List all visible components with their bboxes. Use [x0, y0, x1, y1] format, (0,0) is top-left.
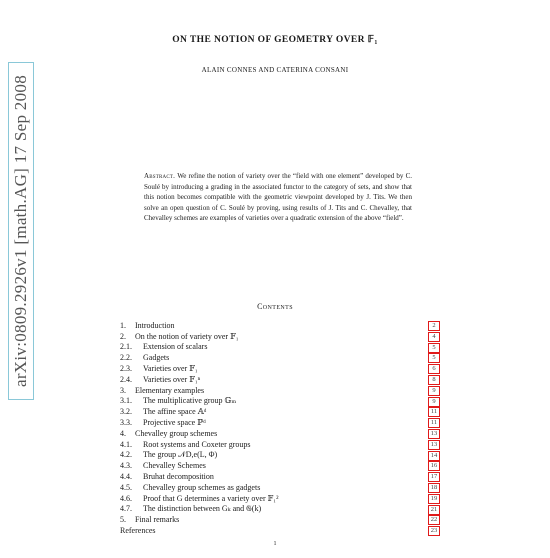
toc-entry-number: 4.1. [120, 439, 132, 449]
toc-entry-number: 4.6. [120, 493, 132, 503]
toc-entry[interactable] [120, 331, 440, 342]
toc-entry[interactable] [120, 493, 440, 504]
toc-entry-number: 4.2. [120, 450, 132, 460]
toc-entry[interactable] [120, 525, 440, 536]
toc-page-link[interactable]: 4 [428, 332, 440, 342]
toc-entry-number: 2.2. [120, 353, 132, 363]
abstract-text: We refine the notion of variety over the “field with one element” developed by C. Soulé by introducing a grading in the associated functor to the category of sets, and show that this notion becomes compatible with the geometric viewpoint developed by J. Tits. We then solve an open question of C. Soulé by proving, using results of J. Tits and C. Chevalley, that Chevalley schemes are examples of varieties over a quadratic extension of the above “field”. [144, 172, 412, 222]
toc-entry-title: Projective space ℙᵈ [143, 418, 206, 428]
toc-entry[interactable] [120, 482, 440, 493]
toc-entry-number: 3. [120, 385, 126, 395]
abstract [144, 171, 412, 224]
toc-page-link[interactable]: 2 [428, 321, 440, 331]
toc-entry-number: 2. [120, 331, 126, 341]
toc-entry-title: The distinction between Gₖ and 𝔊(k) [143, 503, 262, 513]
toc-page-link[interactable]: 8 [428, 375, 440, 385]
contents-heading: Contents [257, 302, 293, 311]
paper-authors: ALAIN CONNES AND CATERINA CONSANI [201, 66, 349, 74]
toc-entry-title: Elementary examples [135, 385, 205, 395]
toc-page-link[interactable]: 11 [428, 418, 440, 428]
toc-entry-number: 4.7. [120, 504, 132, 514]
toc-entry[interactable] [120, 504, 440, 515]
toc-entry-number: 4.4. [120, 472, 132, 482]
toc-page-link[interactable]: 13 [428, 429, 440, 439]
toc-entry[interactable] [120, 396, 440, 407]
toc-entry[interactable] [120, 439, 440, 450]
page-number: 1 [273, 541, 277, 547]
toc-entry[interactable] [120, 460, 440, 471]
toc-entry[interactable] [120, 406, 440, 417]
toc-entry-title: The multiplicative group 𝔾ₘ [143, 396, 237, 406]
toc-entry-number: 3.1. [120, 396, 132, 406]
toc-entry-number: 3.3. [120, 418, 132, 428]
paper-title: ON THE NOTION OF GEOMETRY OVER 𝔽₁ [172, 35, 378, 45]
toc-entry[interactable] [120, 514, 440, 525]
toc-entry-number: 2.1. [120, 342, 132, 352]
toc-entry-title: Chevalley group schemes [135, 428, 218, 438]
toc-page-link[interactable]: 13 [428, 440, 440, 450]
toc-page-link[interactable]: 6 [428, 364, 440, 374]
toc-entry-title: The affine space 𝔸ᵈ [143, 407, 207, 417]
toc-entry-title: The group 𝒩D,e(L, Φ) [143, 449, 218, 459]
toc-entry[interactable] [120, 352, 440, 363]
arxiv-stamp [8, 62, 34, 400]
toc-page-link[interactable]: 21 [428, 505, 440, 515]
toc-page-link[interactable]: 22 [428, 515, 440, 525]
toc-entry[interactable] [120, 471, 440, 482]
toc-entry[interactable] [120, 342, 440, 353]
toc-entry-title: Extension of scalars [143, 342, 208, 352]
toc-entry-title: Chevalley Schemes [143, 461, 206, 471]
toc-page-link[interactable]: 23 [428, 526, 440, 536]
toc-page-link[interactable]: 11 [428, 407, 440, 417]
toc-entry[interactable] [120, 320, 440, 331]
toc-entry-title: Bruhat decomposition [143, 472, 214, 482]
toc-page-link[interactable]: 9 [428, 386, 440, 396]
toc-page-link[interactable]: 14 [428, 451, 440, 461]
toc-entry-number: 2.3. [120, 364, 132, 374]
abstract-heading: Abstract. [144, 172, 176, 180]
toc-entry-title: References [120, 526, 156, 536]
toc-entry[interactable] [120, 428, 440, 439]
toc-page-link[interactable]: 17 [428, 472, 440, 482]
toc-entry-title: Chevalley group schemes as gadgets [143, 482, 261, 492]
toc-entry-number: 4. [120, 428, 126, 438]
toc-page-link[interactable]: 19 [428, 494, 440, 504]
toc-entry-title: Gadgets [143, 353, 170, 363]
table-of-contents [120, 320, 440, 536]
toc-entry-title: Varieties over 𝔽₁ [143, 364, 198, 374]
toc-page-link[interactable]: 5 [428, 343, 440, 353]
toc-entry-title: Final remarks [135, 515, 180, 525]
toc-entry[interactable] [120, 450, 440, 461]
toc-entry[interactable] [120, 363, 440, 374]
toc-page-link[interactable]: 18 [428, 483, 440, 493]
toc-page-link[interactable]: 16 [428, 461, 440, 471]
toc-entry[interactable] [120, 374, 440, 385]
arxiv-identifier: arXiv:0809.2926v1 [math.AG] 17 Sep 2008 [11, 75, 30, 387]
toc-entry-number: 1. [120, 320, 126, 330]
toc-entry-title: Introduction [135, 320, 175, 330]
toc-entry-number: 2.4. [120, 374, 132, 384]
toc-entry-title: Varieties over 𝔽₁ⁿ [143, 374, 201, 384]
toc-entry-number: 4.5. [120, 482, 132, 492]
toc-entry-title: Proof that G determines a variety over 𝔽₁² [143, 493, 279, 503]
toc-entry-title: Root systems and Coxeter groups [143, 439, 251, 449]
toc-entry-title: On the notion of variety over 𝔽₁ [135, 331, 239, 341]
toc-entry-number: 3.2. [120, 407, 132, 417]
toc-entry[interactable] [120, 385, 440, 396]
toc-entry[interactable] [120, 417, 440, 428]
toc-page-link[interactable]: 5 [428, 353, 440, 363]
toc-entry-number: 5. [120, 515, 126, 525]
toc-page-link[interactable]: 9 [428, 397, 440, 407]
toc-entry-number: 4.3. [120, 461, 132, 471]
